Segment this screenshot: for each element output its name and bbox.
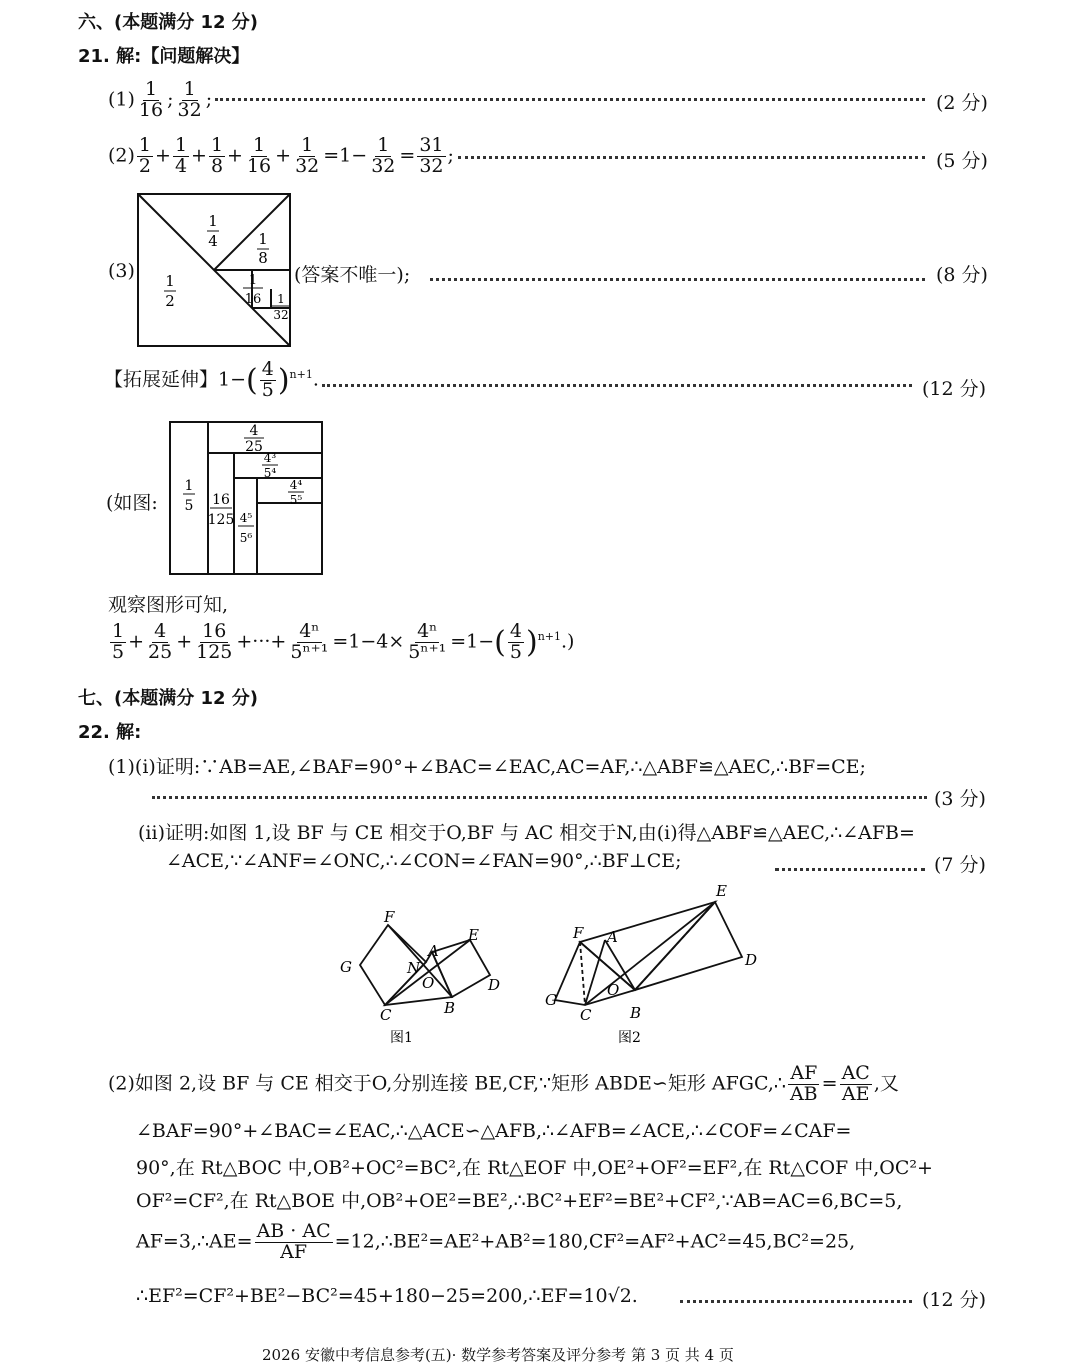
svg-text:D: D <box>745 951 758 969</box>
svg-text:E: E <box>716 882 727 900</box>
score-3: (3 分) <box>934 788 986 810</box>
svg-text:A: A <box>607 928 618 946</box>
svg-text:5: 5 <box>184 498 194 514</box>
square-division-figure <box>137 193 292 348</box>
geometry-figures <box>330 880 780 1050</box>
leader-dots <box>215 98 925 101</box>
svg-text:8: 8 <box>258 249 268 267</box>
q22-line9: ∴EF²=CF²+BE²−BC²=45+180−25=200,∴EF=10√2. <box>136 1285 638 1307</box>
svg-text:4: 4 <box>249 423 259 439</box>
svg-text:1: 1 <box>258 230 268 248</box>
observe-text: 观察图形可知, <box>108 594 229 616</box>
q22-line8: AF=3,∴AE= $\frac{AB \cdot AC}{AF}$ =12,∴BE²=AE²+AB²=180,CF²=AF²+AC²=45,BC²=25, <box>136 1220 856 1263</box>
score-12b: (12 分) <box>922 1289 987 1311</box>
svg-text:E: E <box>468 926 479 944</box>
svg-text:4³: 4³ <box>263 451 277 465</box>
extension-answer: 【拓展延伸】1−( $\frac{4}{5}$ )$^{n+1}$. <box>104 358 319 401</box>
section-6-title: 六、(本题满分 12 分) <box>78 12 259 33</box>
q22-line3: ∠ACE,∵∠ANF=∠ONC,∴∠CON=∠FAN=90°,∴BF⊥CE; <box>166 850 682 872</box>
svg-text:1: 1 <box>184 478 194 494</box>
svg-text:5⁴: 5⁴ <box>263 466 277 480</box>
score-5: (5 分) <box>936 150 988 172</box>
score-12: (12 分) <box>922 378 987 400</box>
score-7: (7 分) <box>934 854 986 876</box>
svg-text:16: 16 <box>244 292 262 307</box>
svg-text:32: 32 <box>273 308 289 322</box>
svg-text:N: N <box>407 959 421 977</box>
svg-text:O: O <box>422 974 435 992</box>
q22-heading: 22. 解: <box>78 722 142 743</box>
leader-dots <box>430 278 925 281</box>
svg-text:C: C <box>380 1006 392 1024</box>
svg-text:F: F <box>573 924 584 942</box>
q22-line7: OF²=CF²,在 Rt△BOE 中,OB²+OE²=BE²,∴BC²+EF²=BE²+CF²,∵AB=AC=6,BC=5, <box>136 1190 903 1212</box>
score-8: (8 分) <box>936 264 988 286</box>
svg-text:5⁶: 5⁶ <box>239 531 253 545</box>
q22-line5: ∠BAF=90°+∠BAC=∠EAC,∴△ACE∽△AFB,∴∠AFB=∠ACE,∴∠COF=∠CAF= <box>136 1120 852 1142</box>
q21-part3-label: (3) <box>108 260 135 282</box>
svg-text:B: B <box>630 1004 642 1022</box>
q21-part1: (1) $\frac{1}{16}$ ; $\frac{1}{32}$ ; <box>108 78 213 121</box>
svg-text:G: G <box>340 958 352 976</box>
q22-line4: (2)如图 2,设 BF 与 CE 相交于O,分别连接 BE,CF,∵矩形 ABDE∽矩形 AFGC,∴ $\frac{AF}{AB}$ = $\frac{AC}{AE}$ ,又 <box>108 1062 899 1105</box>
q22-line2: (ii)证明:如图 1,设 BF 与 CE 相交于O,BF 与 AC 相交于N,由(i)得△ABF≌△AEC,∴∠AFB= <box>138 822 915 844</box>
q22-line6: 90°,在 Rt△BOC 中,OB²+OC²=BC²,在 Rt△EOF 中,OE²+OF²=EF²,在 Rt△COF 中,OC²+ <box>136 1157 933 1179</box>
caption-fig2: 图2 <box>618 1030 641 1046</box>
answer-note: (答案不唯一); <box>294 264 411 286</box>
svg-text:16: 16 <box>212 492 230 508</box>
svg-text:A: A <box>428 942 439 960</box>
score-2: (2 分) <box>936 92 988 114</box>
svg-text:1: 1 <box>277 292 285 306</box>
section-7-title: 七、(本题满分 12 分) <box>78 688 259 709</box>
svg-text:D: D <box>488 976 501 994</box>
q22-line1: (1)(i)证明:∵AB=AE,∠BAF=90°+∠BAC=∠EAC,AC=AF,∴△ABF≌△AEC,∴BF=CE; <box>108 756 866 778</box>
caption-fig1: 图1 <box>390 1030 413 1046</box>
fraction: $\frac{1}{16}$ <box>138 78 164 121</box>
figure-open-text: (如图: <box>106 492 158 514</box>
svg-text:4⁴: 4⁴ <box>289 478 303 492</box>
q21-heading: 21. 解:【问题解决】 <box>78 46 250 67</box>
svg-text:1: 1 <box>248 273 258 288</box>
svg-text:O: O <box>607 981 620 999</box>
part-label: (1) <box>108 88 135 111</box>
svg-text:F: F <box>384 908 395 926</box>
svg-text:125: 125 <box>207 512 235 528</box>
leader-dots <box>322 384 912 387</box>
fraction: $\frac{1}{32}$ <box>177 78 202 121</box>
svg-text:B: B <box>444 999 456 1017</box>
leader-dots <box>152 796 927 799</box>
q21-part2: (2) $\frac{1}{2}$ + $\frac{1}{4}$ + $\frac{1}{8}$ + $\frac{1}{16}$ + $\frac{1}{32}$ =1− $\frac{1}{32}$ = $\frac{31}{32}$ ; <box>108 134 454 177</box>
sum-derivation: $\frac{1}{5}$ + $\frac{4}{25}$ + $\frac{16}{125}$ +···+ $\frac{\text{4ⁿ}}{\text{5ⁿ⁺¹}}$ =1−4× $\frac{\text{4ⁿ}}{\text{5ⁿ⁺¹}}$ =1−( $\frac{4}{5}$ )$^{n+1}$.) <box>112 620 575 663</box>
leader-dots <box>458 156 925 159</box>
label-half-num: 1 <box>165 272 175 290</box>
svg-text:2: 2 <box>165 292 175 310</box>
svg-text:1: 1 <box>208 212 218 230</box>
svg-text:G: G <box>545 991 557 1009</box>
page-footer: 2026 安徽中考信息参考(五)· 数学参考答案及评分参考 第 3 页 共 4 页 <box>262 1346 734 1364</box>
svg-text:4: 4 <box>208 232 218 250</box>
svg-text:4⁵: 4⁵ <box>239 511 253 525</box>
svg-text:C: C <box>580 1006 592 1024</box>
rect-division-figure <box>168 420 326 578</box>
svg-text:5⁵: 5⁵ <box>289 493 303 507</box>
leader-dots <box>775 868 925 871</box>
svg-text:25: 25 <box>245 439 263 455</box>
leader-dots <box>680 1300 912 1303</box>
